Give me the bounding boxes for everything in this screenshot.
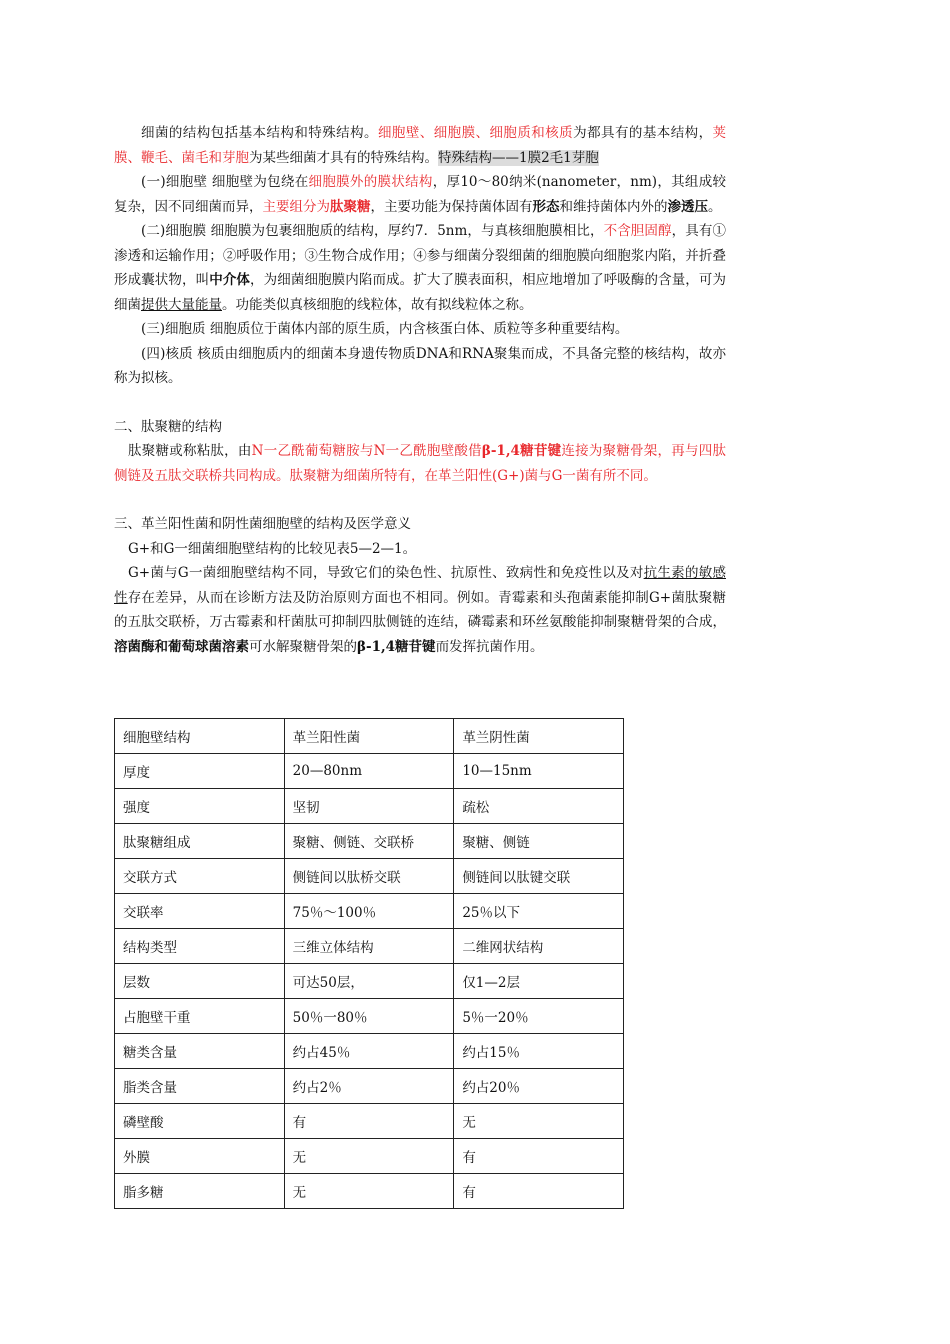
text: 为都具有的基本结构， — [573, 125, 713, 141]
table-row — [115, 1174, 624, 1209]
table-cell: 强度 — [115, 789, 285, 824]
text: 细胞膜外的膜状结构 — [308, 174, 433, 190]
spacer — [114, 391, 726, 415]
text: β-1,4糖苷键 — [357, 638, 436, 655]
table-row — [115, 859, 624, 894]
table-cell: 疏松 — [454, 789, 624, 824]
text: (二)细胞膜 细胞膜为包裹细胞质的结构，厚约7．5nm，与真核细胞膜相比， — [141, 223, 604, 239]
cell-membrane-paragraph — [114, 219, 726, 317]
table-header-row — [115, 719, 624, 754]
table-cell: 25％以下 — [454, 894, 624, 929]
table-cell: 5％一20％ — [454, 999, 624, 1034]
gram-paragraph — [114, 561, 726, 659]
text: 。 — [708, 198, 722, 215]
text: 肽聚糖或称粘肽，由 — [128, 443, 252, 459]
table-cell: 50％一80％ — [284, 999, 454, 1034]
cell-wall-comparison-table — [114, 718, 624, 1209]
table-cell: 无 — [454, 1104, 624, 1139]
table-row — [115, 754, 624, 789]
table-cell: 有 — [454, 1174, 624, 1209]
table-reference: G+和G一细菌细胞壁结构的比较见表5—2—1。 — [128, 540, 417, 557]
table-cell: 脂类含量 — [115, 1069, 285, 1104]
text: 细菌的结构包括基本结构和特殊结构。 — [141, 125, 378, 141]
table-row — [115, 1104, 624, 1139]
text: 不含胆固醇 — [603, 223, 672, 239]
table-cell: 约占45％ — [284, 1034, 454, 1069]
table-body — [115, 719, 624, 1209]
cytoplasm-paragraph: (三)细胞质 细胞质位于菌体内部的原生质，内含核蛋白体、质粒等多种重要结构。 — [141, 321, 629, 337]
table-cell: 无 — [284, 1174, 454, 1209]
text: 抗生素的敏感性 — [114, 565, 726, 606]
header-cell: 细胞壁结构 — [115, 719, 285, 754]
intro-paragraph — [114, 121, 726, 170]
table-row — [115, 964, 624, 999]
table-row — [115, 1139, 624, 1174]
table-cell: 厚度 — [115, 754, 285, 789]
text: G+菌与G一菌细胞壁结构不同，导致它们的染色性、抗原性、致病性和免疫性以及对 — [128, 565, 644, 581]
table-row — [115, 824, 624, 859]
section-heading-peptidoglycan: 二、肽聚糖的结构 — [114, 418, 222, 435]
document-body — [114, 121, 726, 659]
table-cell: 有 — [454, 1139, 624, 1174]
text: 和维持菌体内外的 — [559, 198, 668, 215]
text: 中介体 — [209, 272, 251, 288]
text: N一乙酰葡萄糖胺与N一乙酰胞壁酸借 — [251, 443, 482, 459]
header-cell: 革兰阴性菌 — [454, 719, 624, 754]
table-cell: 约占2％ — [284, 1069, 454, 1104]
table-cell: 侧链间以肽桥交联 — [284, 859, 454, 894]
text: ，具有①渗透和运输作用；②呼吸作用；③生物合成作用；④参与细菌分裂细菌的细胞膜向细胞浆内陷，并折叠形成囊状物，叫 — [114, 223, 727, 288]
table-cell: 聚糖、侧链 — [454, 824, 624, 859]
table-cell: 磷壁酸 — [115, 1104, 285, 1139]
table-cell: 无 — [284, 1139, 454, 1174]
text: (一)细胞壁 细胞壁为包绕在 — [141, 174, 309, 190]
text: ，厚10～80纳米(nanometer，nm)，其组成较复杂，因不同细菌而异， — [114, 174, 727, 215]
table-cell: 脂多糖 — [115, 1174, 285, 1209]
text: 提供大量能量 — [141, 296, 222, 313]
table-cell: 二维网状结构 — [454, 929, 624, 964]
text: 为某些细菌才具有的特殊结构。 — [249, 149, 438, 166]
table-cell: 肽聚糖组成 — [115, 824, 285, 859]
table-cell: 交联方式 — [115, 859, 285, 894]
table-cell: 侧链间以肽键交联 — [454, 859, 624, 894]
text: 形态 — [532, 198, 560, 215]
table-cell: 约占20％ — [454, 1069, 624, 1104]
text: 可水解聚糖骨架的 — [249, 638, 357, 655]
table-cell: 三维立体结构 — [284, 929, 454, 964]
table-cell: 约占15％ — [454, 1034, 624, 1069]
table-row — [115, 789, 624, 824]
highlight-text: 特殊结构——1膜2毛1芽胞 — [438, 149, 599, 166]
text: ，为细菌细胞膜内陷而成。扩大了膜表面积，相应地增加了呼吸酶的含量，可为细菌 — [114, 272, 727, 313]
table-cell: 10—15nm — [454, 754, 624, 789]
table-row — [115, 894, 624, 929]
text: ，主要功能为保持菌体固有 — [370, 198, 533, 215]
text: 主要组分为 — [262, 198, 330, 215]
cell-wall-paragraph — [114, 170, 726, 219]
text: 连接为聚糖骨架，再与四肽侧链及五肽交联桥共同构成。肽聚糖为细菌所特有，在革兰阳性(G+)菌与G一菌有所不同。 — [114, 443, 727, 484]
table-cell: 占胞壁干重 — [115, 999, 285, 1034]
table-row — [115, 999, 624, 1034]
text: 渗透压 — [667, 198, 708, 215]
table-cell: 外膜 — [115, 1139, 285, 1174]
table-cell: 糖类含量 — [115, 1034, 285, 1069]
nucleoid-paragraph: (四)核质 核质由细胞质内的细菌本身遗传物质DNA和RNA聚集而成，不具备完整的核结构，故亦称为拟核。 — [114, 345, 726, 386]
table-cell: 有 — [284, 1104, 454, 1139]
peptidoglycan-paragraph — [114, 439, 726, 488]
header-cell: 革兰阳性菌 — [284, 719, 454, 754]
table-row — [115, 929, 624, 964]
text: 细胞壁、细胞膜、细胞质和核质 — [377, 125, 574, 141]
table-cell: 层数 — [115, 964, 285, 999]
table-row — [115, 1034, 624, 1069]
table-cell: 仅1—2层 — [454, 964, 624, 999]
table-cell: 交联率 — [115, 894, 285, 929]
table-cell: 聚糖、侧链、交联桥 — [284, 824, 454, 859]
text: 。功能类似真核细胞的线粒体，故有拟线粒体之称。 — [222, 296, 533, 313]
table-cell: 坚韧 — [284, 789, 454, 824]
text: β-1,4糖苷键 — [481, 443, 562, 459]
text: 荚膜、鞭毛、菌毛和芽胞 — [114, 125, 727, 166]
spacer — [114, 488, 726, 512]
text: 肽聚糖 — [330, 198, 371, 215]
table-cell: 20—80nm — [284, 754, 454, 789]
text: 而发挥抗菌作用。 — [435, 638, 544, 655]
table-row — [115, 1069, 624, 1104]
text: 溶菌酶和葡萄球菌溶素 — [114, 638, 249, 655]
section-heading-gram: 三、革兰阳性菌和阴性菌细胞壁的结构及医学意义 — [114, 516, 411, 532]
table-cell: 75％～100％ — [284, 894, 454, 929]
text: 存在差异，从而在诊断方法及防治原则方面也不相同。例如。青霉素和头孢菌素能抑制G+菌肽聚糖的五肽交联桥，万古霉素和杆菌肽可抑制四肽侧链的连结，磷霉素和环丝氨酸能抑制聚糖骨架的合成， — [114, 589, 726, 630]
table-cell: 可达50层， — [284, 964, 454, 999]
table-cell: 结构类型 — [115, 929, 285, 964]
